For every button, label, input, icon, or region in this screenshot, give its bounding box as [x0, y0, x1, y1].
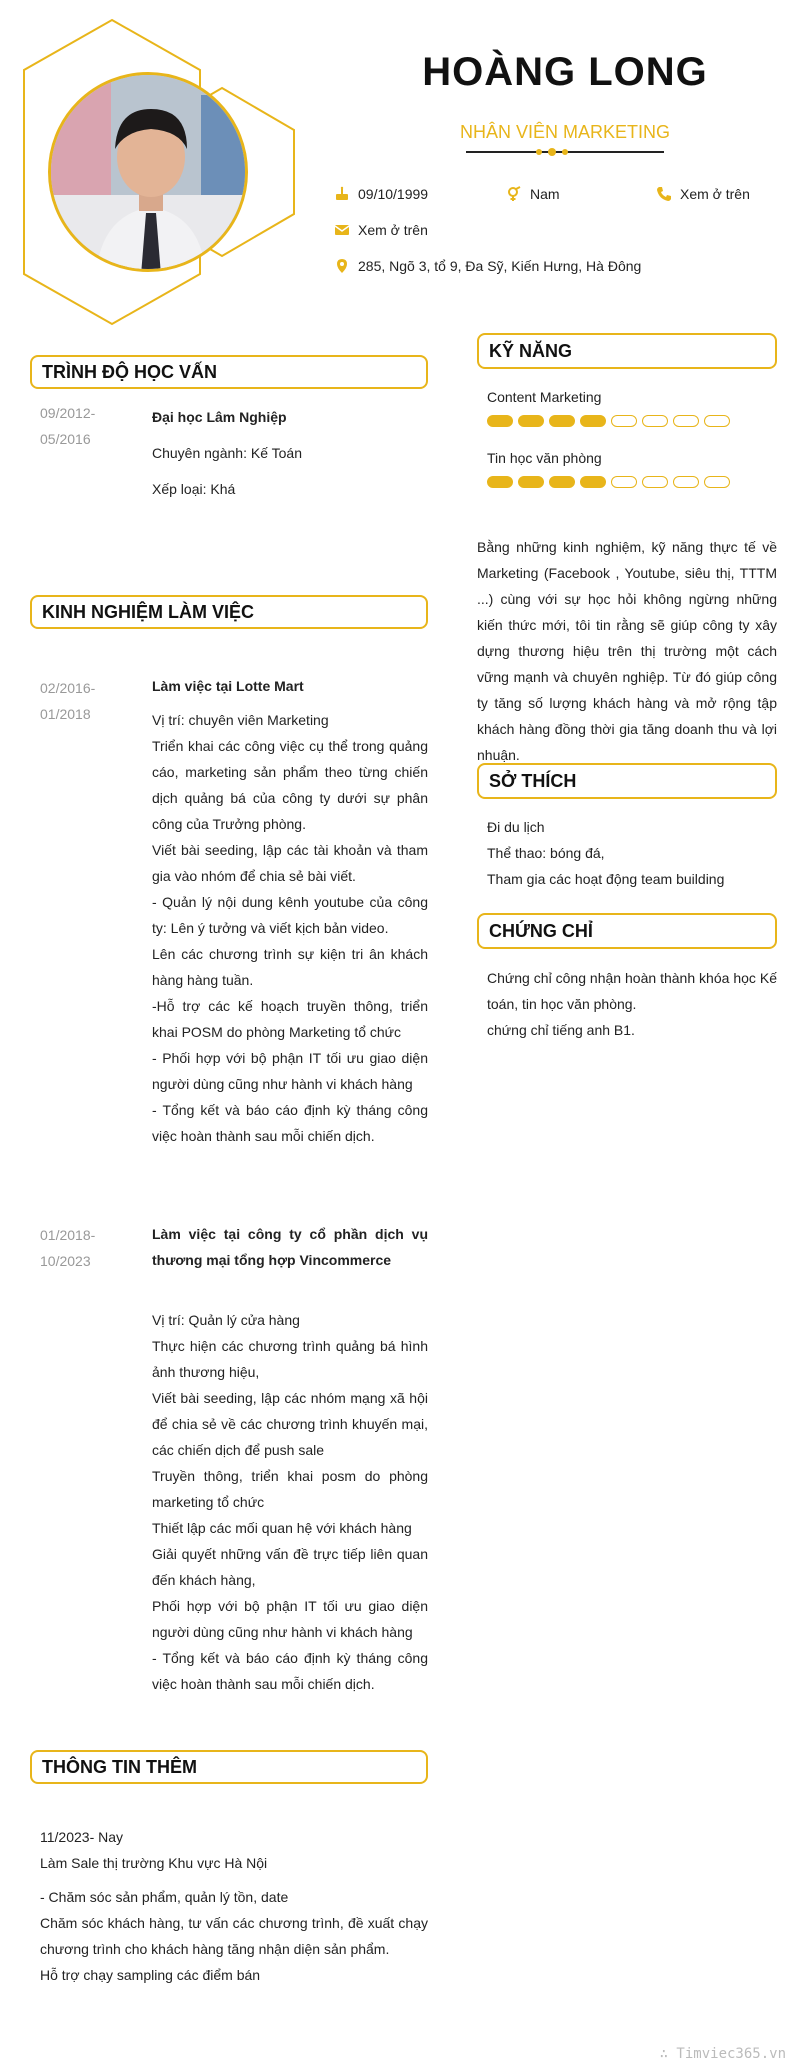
job-2-line: - Tổng kết và báo cáo định kỳ tháng công việc hoàn thành sau mỗi chiến dịch. — [152, 1650, 428, 1692]
experience-heading: KINH NGHIỆM LÀM VIỆC — [30, 595, 428, 629]
additional-line: - Chăm sóc sản phẩm, quản lý tồn, date — [40, 1889, 289, 1905]
watermark-text: Timviec365.vn — [676, 2046, 786, 2062]
skill-pill-filled — [580, 476, 606, 488]
phone-row — [656, 186, 750, 202]
skill-pill-empty — [611, 415, 637, 427]
title-dot — [548, 148, 556, 156]
avatar — [48, 72, 248, 272]
birthday-value: 09/10/1999 — [358, 186, 429, 202]
job-2-date-end: 10/2023 — [40, 1253, 91, 1269]
gender-icon — [506, 186, 522, 202]
additional-details — [40, 1824, 428, 1988]
skill-pill-empty — [673, 476, 699, 488]
job-1-line: Lên các chương trình sự kiện tri ân khách hàng hàng tuần. — [152, 946, 428, 988]
additional-role: Làm Sale thị trường Khu vực Hà Nội — [40, 1855, 268, 1871]
birthday-row — [334, 186, 428, 202]
skills-summary: Bằng những kinh nghiệm, kỹ năng thực tế về Marketing (Facebook , Youtube, siêu thị, TTTM ...) cùng với sự học hỏi không ngừng những kiến thức mới, tôi tin rằng sẽ giúp công ty xây dựng thương hiệu trên thị trường một cách vững mạnh và chuyên nghiệp. Từ đó giúp công ty tăng số lượng khách hàng và mở rộng tập khách hàng đồng thời gia tăng doanh thu và lợi nhuận. — [477, 539, 777, 763]
skill-rating-bar — [487, 476, 730, 488]
address-row — [334, 258, 641, 274]
education-date — [40, 400, 95, 452]
skill-pill-empty — [704, 476, 730, 488]
address-value: 285, Ngõ 3, tổ 9, Đa Sỹ, Kiến Hưng, Hà Đông — [358, 258, 642, 274]
email-icon — [334, 222, 350, 238]
additional-heading: THÔNG TIN THÊM — [30, 1750, 428, 1784]
skill-pill-empty — [611, 476, 637, 488]
skill-pill-filled — [580, 415, 606, 427]
gender-row — [506, 186, 560, 202]
hobby-item: Đi du lịch — [487, 819, 545, 835]
school-name: Đại học Lâm Nghiệp — [152, 409, 287, 425]
job-2-line: Phối hợp với bộ phận IT tối ưu giao diện người dùng cũng như hành vi khách hàng — [152, 1598, 428, 1640]
education-major: Chuyên ngành: Kế Toán — [152, 445, 302, 461]
skill-pill-filled — [487, 415, 513, 427]
education-date-start: 09/2012- — [40, 405, 96, 421]
job-1-line: - Phối hợp với bộ phận IT tối ưu giao diện người dùng cũng như hành vi khách hàng — [152, 1050, 428, 1092]
job-1-line: - Quản lý nội dung kênh youtube của công ty: Lên ý tưởng và viết kịch bản video. — [152, 894, 428, 936]
title-dot — [562, 149, 568, 155]
email-row — [334, 222, 428, 238]
cake-icon — [334, 186, 350, 202]
additional-line: Hỗ trợ chạy sampling các điểm bán — [40, 1967, 261, 1983]
job-2-date-start: 01/2018- — [40, 1227, 96, 1243]
job-1-line: Viết bài seeding, lập các tài khoản và tham gia vào nhóm để chia sẻ bài viết. — [152, 842, 428, 884]
job-1-line: Triển khai các công việc cụ thể trong quảng cáo, marketing sản phẩm theo từng chiến dịch quảng bá của công ty dưới sự phân công của Trưởng phòng. — [152, 738, 428, 832]
hobby-item: Tham gia các hoạt động team building — [487, 871, 725, 887]
skill-pill-empty — [704, 415, 730, 427]
job-1-line: -Hỗ trợ các kế hoạch truyền thông, triển khai POSM do phòng Marketing tổ chức — [152, 998, 428, 1040]
education-heading: TRÌNH ĐỘ HỌC VẤN — [30, 355, 428, 389]
location-pin-icon — [334, 258, 350, 274]
phone-icon — [656, 186, 672, 202]
skill-name: Tin học văn phòng — [487, 450, 602, 466]
skill-pill-empty — [642, 415, 668, 427]
education-grade: Xếp loại: Khá — [152, 481, 236, 497]
education-date-end: 05/2016 — [40, 431, 91, 447]
skill-pill-filled — [487, 476, 513, 488]
job-2-line: Truyền thông, triển khai posm do phòng marketing tổ chức — [152, 1468, 428, 1510]
certificate-item: chứng chỉ tiếng anh B1. — [487, 1022, 635, 1038]
job-1-details — [152, 673, 428, 1149]
hobbies-heading: SỞ THÍCH — [477, 763, 777, 799]
education-details — [152, 399, 428, 507]
job-1-line: - Tổng kết và báo cáo định kỳ tháng công việc hoàn thành sau mỗi chiến dịch. — [152, 1102, 428, 1144]
hobby-item: Thể thao: bóng đá, — [487, 845, 605, 861]
email-value: Xem ở trên — [358, 222, 428, 238]
job-title: NHÂN VIÊN MARKETING — [459, 122, 671, 142]
additional-date: 11/2023- Nay — [40, 1829, 124, 1845]
job-2-details — [152, 1221, 428, 1697]
job-1-line: Vị trí: chuyên viên Marketing — [152, 712, 329, 728]
candidate-name: HOÀNG LONG — [422, 50, 708, 94]
skill-pill-empty — [673, 415, 699, 427]
job-2-company: Làm việc tại công ty cổ phần dịch vụ thương mại tổng hợp Vincommerce — [152, 1226, 428, 1268]
skill-pill-filled — [549, 476, 575, 488]
gender-value: Nam — [530, 186, 560, 202]
skill-pill-filled — [549, 415, 575, 427]
job-2-line: Thực hiện các chương trình quảng bá hình ảnh thương hiệu, — [152, 1338, 428, 1380]
job-2-line: Viết bài seeding, lập các nhóm mạng xã hội để chia sẻ về các chương trình khuyến mại, các chiến dịch để push sale — [152, 1390, 428, 1458]
certificates-heading: CHỨNG CHỈ — [477, 913, 777, 949]
skill-rating-bar — [487, 415, 730, 427]
job-1-date — [40, 675, 95, 727]
skill-name: Content Marketing — [487, 389, 602, 405]
job-2-date — [40, 1222, 95, 1274]
skill-pill-empty — [642, 476, 668, 488]
job-1-date-start: 02/2016- — [40, 680, 96, 696]
certificates-list — [487, 965, 777, 1043]
watermark: ∴ Timviec365.vn — [659, 2046, 786, 2062]
job-2-line: Thiết lập các mối quan hệ với khách hàng — [152, 1520, 412, 1536]
avatar-photo — [51, 75, 248, 272]
skill-pill-filled — [518, 415, 544, 427]
job-1-date-end: 01/2018 — [40, 706, 91, 722]
additional-line: Chăm sóc khách hàng, tư vấn các chương trình, đề xuất chạy chương trình cho khách hàng tăng nhận diện sản phẩm. — [40, 1915, 428, 1957]
skills-heading: KỸ NĂNG — [477, 333, 777, 369]
certificate-item: Chứng chỉ công nhận hoàn thành khóa học Kế toán, tin học văn phòng. — [487, 970, 777, 1012]
job-1-company: Làm việc tại Lotte Mart — [152, 678, 304, 694]
job-2-line: Giải quyết những vấn đề trực tiếp liên quan đến khách hàng, — [152, 1546, 428, 1588]
phone-value: Xem ở trên — [680, 186, 750, 202]
title-dot — [536, 149, 542, 155]
job-2-line: Vị trí: Quản lý cửa hàng — [152, 1312, 300, 1328]
skill-pill-filled — [518, 476, 544, 488]
hobbies-list — [487, 814, 777, 892]
